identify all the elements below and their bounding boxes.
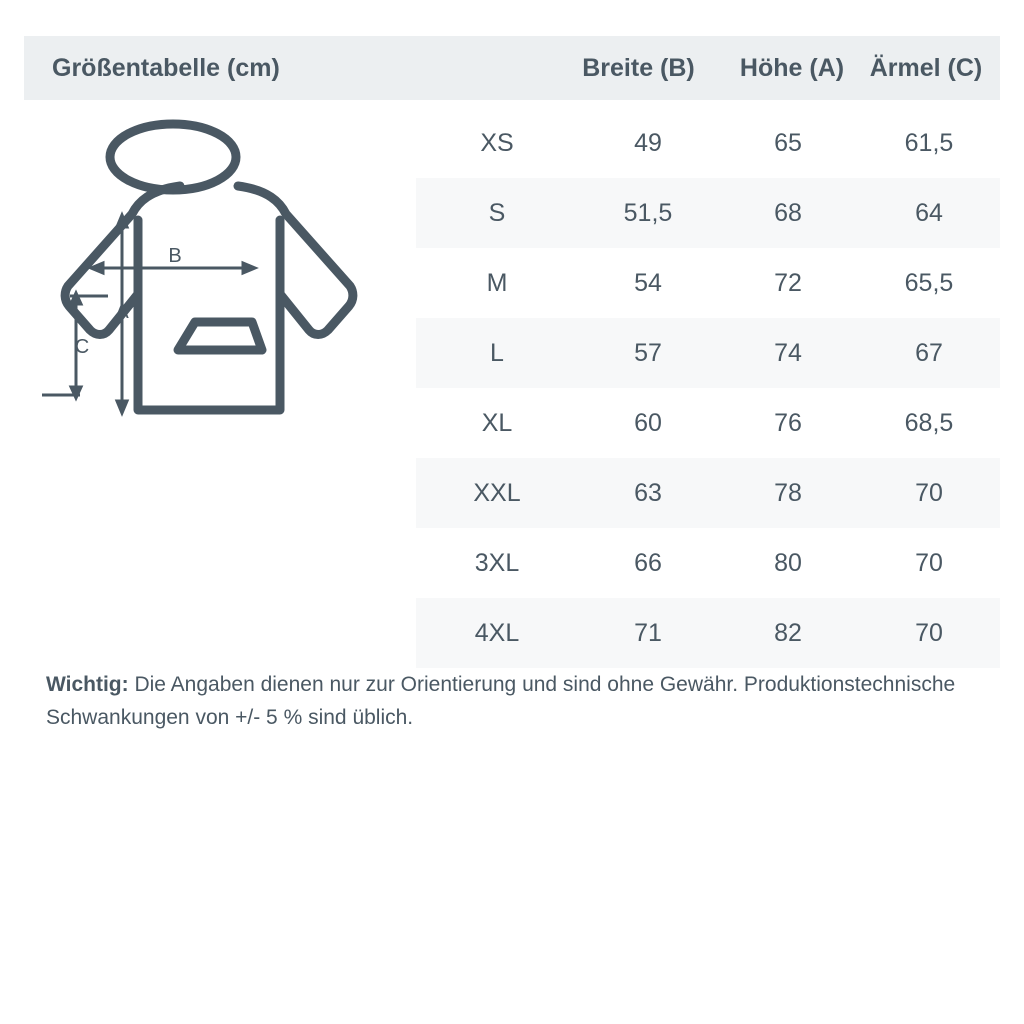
- cell-breite: 49: [634, 128, 662, 157]
- table-row: [416, 108, 1000, 178]
- table-row: [416, 458, 1000, 528]
- cell-size: M: [486, 268, 508, 297]
- column-header-aermel: Ärmel (C): [869, 53, 983, 82]
- label-c: C: [74, 336, 90, 358]
- cell-size: L: [490, 338, 504, 367]
- table-row: [416, 598, 1000, 668]
- table-row: [416, 318, 1000, 388]
- cell-breite: 54: [634, 268, 662, 297]
- hoodie-illustration: [30, 110, 420, 460]
- footnote-label: Wichtig:: [46, 673, 129, 696]
- cell-breite: 63: [634, 478, 662, 507]
- column-header-breite: Breite (B): [582, 53, 695, 82]
- cell-aermel: 70: [915, 478, 943, 507]
- label-b: B: [168, 245, 182, 267]
- cell-size: 4XL: [474, 618, 520, 647]
- table-row: [416, 528, 1000, 598]
- cell-size: XL: [481, 408, 513, 437]
- cell-hoehe: 74: [774, 338, 802, 367]
- cell-breite: 71: [634, 618, 662, 647]
- table-header: [24, 36, 1000, 100]
- cell-size: 3XL: [474, 548, 520, 577]
- cell-breite: 57: [634, 338, 662, 367]
- table-row: [416, 248, 1000, 318]
- cell-size: XS: [480, 128, 514, 157]
- cell-aermel: 70: [915, 618, 943, 647]
- page-title: Größentabelle (cm): [52, 53, 280, 82]
- cell-hoehe: 72: [774, 268, 802, 297]
- column-header-hoehe: Höhe (A): [739, 53, 845, 82]
- cell-hoehe: 76: [774, 408, 802, 437]
- cell-hoehe: 82: [774, 618, 802, 647]
- cell-breite: 51,5: [623, 198, 673, 227]
- cell-aermel: 67: [915, 338, 943, 367]
- cell-aermel: 68,5: [904, 408, 954, 437]
- cell-aermel: 64: [915, 198, 943, 227]
- table-row: [416, 388, 1000, 458]
- cell-size: XXL: [473, 478, 521, 507]
- cell-hoehe: 78: [774, 478, 802, 507]
- cell-aermel: 61,5: [904, 128, 954, 157]
- label-a: A: [115, 301, 129, 323]
- cell-hoehe: 80: [774, 548, 802, 577]
- cell-hoehe: 65: [774, 128, 802, 157]
- cell-aermel: 65,5: [904, 268, 954, 297]
- cell-breite: 66: [634, 548, 662, 577]
- cell-hoehe: 68: [774, 198, 802, 227]
- footnote: [46, 668, 986, 734]
- cell-size: S: [488, 198, 506, 227]
- cell-breite: 60: [634, 408, 662, 437]
- table-row: [416, 178, 1000, 248]
- cell-aermel: 70: [915, 548, 943, 577]
- footnote-text: Die Angaben dienen nur zur Orientierung und sind ohne Gewähr. Produktionstechnische Schwankungen von +/- 5 % sind üblich.: [46, 673, 956, 729]
- size-table: [416, 108, 1000, 668]
